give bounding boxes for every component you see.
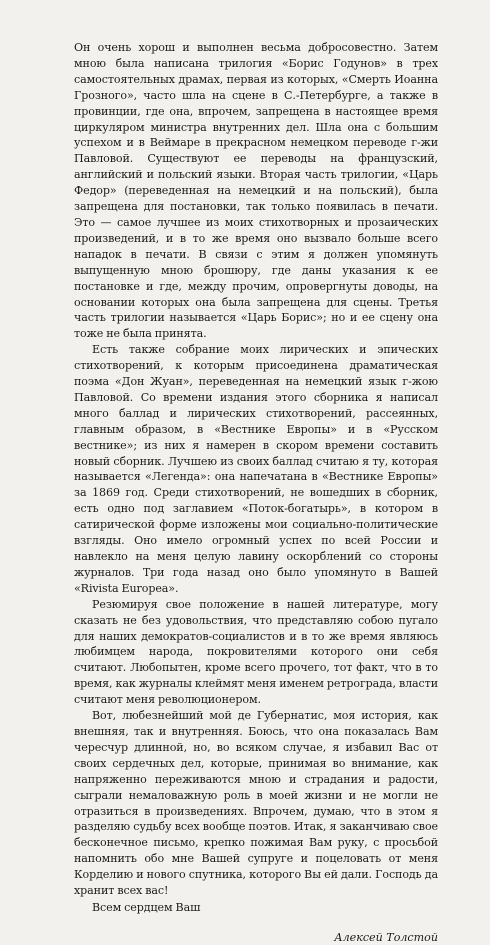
- signature: Алексей Толстой: [334, 930, 438, 944]
- paragraph-2: Есть также собрание моих лирических и эпических стихотворений, к которым присоединена драматическая поэма «Дон Жуан», переведенная на немецкий язык г-жою Павловой. Со времени издания этого сборника я написал много баллад и лирических стихотворений, рассеянных, главным образом, в «Вестнике Европы» и в «Русском вестнике»; из них я намерен в скором времени составить новый сборник. Лучшею из своих баллад считаю я ту, которая называется «Легенда»: она напечатана в «Вестнике Европы» за 1869 год. Среди стихотворений, не вошедших в сборник, есть одно под заглавием «Поток-богатырь», в котором в сатирической форме изложены мои социально-политические взгляды. Оно имело огромный успех по всей России и навлекло на меня целую лавину оскорблений со стороны журналов. Три года назад оно было упомянуто в Вашей «Rivista Europea».: [74, 343, 438, 595]
- paragraph-3: Резюмируя свое положение в нашей литературе, могу сказать не без удовольствия, что представляю собою пугало для наших демократов-социалистов и в то же время являюсь любимцем народа, покровителями которого они себя считают. Любопытен, кроме всего прочего, тот факт, что в то время, как журналы клеймят меня именем ретроградa, власти считают меня революционером.: [74, 597, 438, 707]
- closing-line: Всем сердцем Ваш: [92, 900, 201, 914]
- paragraph-4: Вот, любезнейший мой де Губернатис, моя история, как внешняя, так и внутренняя. Боюсь, что она показалась Вам чересчур длинной, но, во всяком случае, я избавил Вас от своих сердечных дел, которые, принимая во внимание, как напряженно переживаются мною и страдания и радости, сыграли немаловажную роль в моей жизни и не могли не отразиться в произведениях. Впрочем, думаю, что в этом я разделяю судьбу всех вообще поэтов. Итак, я заканчиваю свое бесконечное письмо, крепко пожимая Вам руку, с просьбой напомнить обо мне Вашей супруге и поцеловать от меня Корделию и нового спутника, которого Вы ей дали. Господь да хранит всех вас!: [74, 709, 438, 898]
- paragraph-1: Он очень хорош и выполнен весьма добросовестно. Затем мною была написана трилогия «Борис Годунов» в трех самостоятельных драмах, первая из которых, «Смерть Иоанна Грозного», часто шла на сцене в С.-Петербурге, а также в провинции, где она, впрочем, запрещена в настоящее время циркуляром министра внутренних дел. Шла она с большим успехом и в Веймаре в прекрасном немецком переводе г-жи Павловой. Существуют ее переводы на французский, английский и польский языки. Вторая часть трилогии, «Царь Федор» (переведенная на немецкий и на польский), была запрещена для постановки, так только появилась в печати. Это — самое лучшее из моих стихотворных и прозаических произведений, и в то же время оно вызвало больше всего нападок в печати. В связи с этим я должен упомянуть выпущенную мною брошюру, где даны указания к ее постановке и где, между прочим, опровергнуты доводы, на основании которых она была запрещена для сцены. Третья часть трилогии называется «Царь Борис»; но и ее сцену она тоже не была принята.: [74, 41, 438, 341]
